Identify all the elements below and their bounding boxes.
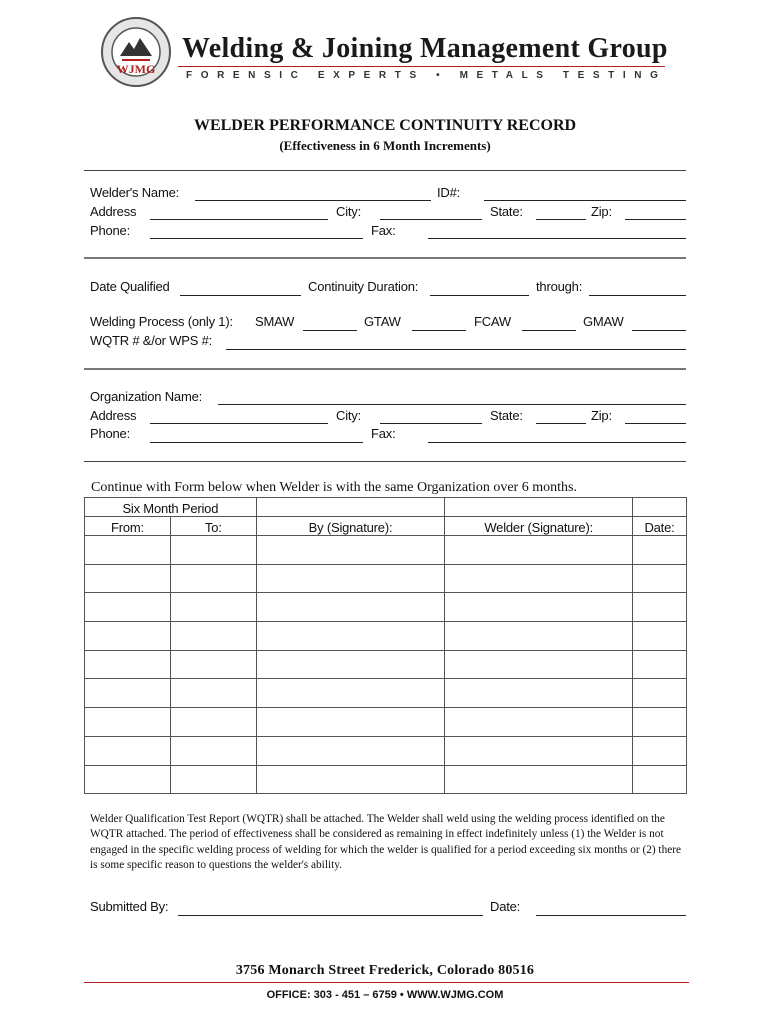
form-subtitle: (Effectiveness in 6 Month Increments)	[279, 138, 491, 153]
effectiveness-notes: Welder Qualification Test Report (WQTR) shall be attached. The Welder shall weld using the welding process identified on the WQTR attached. The period of effectiveness shall be considered as remaining in effect indefinitely unless (1) the Welder is not engaged in the specific welding process of welding for which the welder is qualified for a period exceeding six months or (2) there is some specific reason to questions the welder's ability.	[90, 813, 682, 871]
org-state-label: State:	[490, 408, 523, 423]
table-row	[85, 536, 687, 565]
cell-date[interactable]	[633, 622, 687, 651]
cell-to[interactable]	[170, 708, 256, 737]
zip-label: Zip:	[591, 204, 612, 219]
continuity-end-field[interactable]	[589, 295, 686, 296]
six-month-period-header: Six Month Period	[85, 498, 257, 517]
footer-contact: OFFICE: 303 - 451 – 6759 • WWW.WJMG.COM	[266, 989, 504, 1001]
cell-welder-signature[interactable]	[445, 679, 633, 708]
cell-from[interactable]	[85, 593, 171, 622]
column-header-date: Date:	[633, 517, 687, 536]
column-header-from: From:	[85, 517, 171, 536]
cell-by-signature[interactable]	[256, 765, 445, 794]
cell-date[interactable]	[633, 564, 687, 593]
org-address-label: Address	[90, 408, 137, 423]
cell-welder-signature[interactable]	[445, 564, 633, 593]
form-title: WELDER PERFORMANCE CONTINUITY RECORD	[193, 117, 577, 134]
cell-to[interactable]	[170, 622, 256, 651]
cell-from[interactable]	[85, 765, 171, 794]
company-logo	[100, 16, 172, 88]
cell-welder-signature[interactable]	[445, 536, 633, 565]
company-name: Welding & Joining Management Group	[182, 33, 668, 64]
cell-to[interactable]	[170, 564, 256, 593]
divider	[84, 368, 686, 370]
cell-from[interactable]	[85, 536, 171, 565]
welding-process-label: Welding Process (only 1):	[90, 314, 233, 329]
process-fcaw-label: FCAW	[474, 314, 511, 329]
header-spacer	[633, 498, 687, 517]
header-spacer	[256, 498, 445, 517]
date-qualified-field[interactable]	[180, 295, 301, 296]
cell-date[interactable]	[633, 679, 687, 708]
cell-by-signature[interactable]	[256, 679, 445, 708]
divider	[84, 257, 686, 259]
cell-from[interactable]	[85, 622, 171, 651]
organization-name-field[interactable]	[218, 404, 686, 405]
continuity-table	[84, 497, 687, 794]
process-gmaw-field[interactable]	[632, 330, 686, 331]
org-fax-field[interactable]	[428, 442, 686, 443]
column-header-by-signature: By (Signature):	[256, 517, 445, 536]
org-phone-field[interactable]	[150, 442, 363, 443]
cell-to[interactable]	[170, 650, 256, 679]
submission-date-label: Date:	[490, 899, 521, 914]
table-row	[85, 622, 687, 651]
phone-label: Phone:	[90, 223, 131, 238]
org-zip-label: Zip:	[591, 408, 612, 423]
continuation-intro: Continue with Form below when Welder is with the same Organization over 6 months.	[91, 480, 577, 495]
submitted-by-label: Submitted By:	[90, 899, 169, 914]
welder-name-label: Welder's Name:	[90, 185, 180, 200]
table-row	[85, 564, 687, 593]
header-accent-line	[178, 66, 665, 67]
date-qualified-label: Date Qualified	[90, 279, 170, 294]
process-smaw-field[interactable]	[303, 330, 357, 331]
cell-welder-signature[interactable]	[445, 650, 633, 679]
table-row	[85, 593, 687, 622]
logo-text: WJMG	[116, 62, 156, 76]
org-address-field[interactable]	[150, 423, 328, 424]
cell-date[interactable]	[633, 650, 687, 679]
cell-to[interactable]	[170, 536, 256, 565]
org-city-label: City:	[336, 408, 362, 423]
continuity-duration-label: Continuity Duration:	[308, 279, 419, 294]
wqtr-field[interactable]	[226, 349, 686, 350]
continuity-start-field[interactable]	[430, 295, 529, 296]
cell-from[interactable]	[85, 679, 171, 708]
fax-label: Fax:	[371, 223, 396, 238]
zip-field[interactable]	[625, 219, 686, 220]
column-header-welder-signature: Welder (Signature):	[445, 517, 633, 536]
footer-address: 3756 Monarch Street Frederick, Colorado 80516	[235, 963, 535, 978]
cell-from[interactable]	[85, 736, 171, 765]
cell-from[interactable]	[85, 564, 171, 593]
organization-name-label: Organization Name:	[90, 389, 203, 404]
divider	[84, 461, 686, 462]
cell-by-signature[interactable]	[256, 564, 445, 593]
process-gtaw-label: GTAW	[364, 314, 401, 329]
org-zip-field[interactable]	[625, 423, 686, 424]
cell-to[interactable]	[170, 679, 256, 708]
address-label: Address	[90, 204, 137, 219]
cell-welder-signature[interactable]	[445, 736, 633, 765]
address-field[interactable]	[150, 219, 328, 220]
cell-to[interactable]	[170, 736, 256, 765]
cell-by-signature[interactable]	[256, 536, 445, 565]
cell-by-signature[interactable]	[256, 622, 445, 651]
cell-welder-signature[interactable]	[445, 708, 633, 737]
through-label: through:	[536, 279, 583, 294]
cell-welder-signature[interactable]	[445, 765, 633, 794]
cell-date[interactable]	[633, 736, 687, 765]
cell-by-signature[interactable]	[256, 736, 445, 765]
company-tagline: FORENSIC EXPERTS • METALS TESTING	[186, 70, 667, 81]
city-field[interactable]	[380, 219, 482, 220]
table-row	[85, 765, 687, 794]
process-smaw-label: SMAW	[255, 314, 295, 329]
cell-date[interactable]	[633, 708, 687, 737]
id-label: ID#:	[437, 185, 461, 200]
cell-from[interactable]	[85, 708, 171, 737]
cell-date[interactable]	[633, 593, 687, 622]
cell-by-signature[interactable]	[256, 708, 445, 737]
table-row	[85, 736, 687, 765]
org-phone-label: Phone:	[90, 426, 131, 441]
wqtr-label: WQTR # &/or WPS #:	[90, 333, 213, 348]
table-row	[85, 679, 687, 708]
cell-to[interactable]	[170, 593, 256, 622]
id-field[interactable]	[484, 200, 686, 201]
org-city-field[interactable]	[380, 423, 482, 424]
state-field[interactable]	[536, 219, 586, 220]
column-header-to: To:	[170, 517, 256, 536]
cell-welder-signature[interactable]	[445, 593, 633, 622]
state-label: State:	[490, 204, 523, 219]
org-fax-label: Fax:	[371, 426, 396, 441]
cell-to[interactable]	[170, 765, 256, 794]
fax-field[interactable]	[428, 238, 686, 239]
cell-by-signature[interactable]	[256, 650, 445, 679]
process-gtaw-field[interactable]	[412, 330, 466, 331]
table-row	[85, 650, 687, 679]
cell-by-signature[interactable]	[256, 593, 445, 622]
welder-name-field[interactable]	[195, 200, 431, 201]
process-gmaw-label: GMAW	[583, 314, 624, 329]
cell-date[interactable]	[633, 536, 687, 565]
submitted-by-field[interactable]	[178, 915, 483, 916]
footer-accent-line	[84, 982, 689, 983]
cell-welder-signature[interactable]	[445, 622, 633, 651]
divider	[84, 170, 686, 171]
submission-date-field[interactable]	[536, 915, 686, 916]
process-fcaw-field[interactable]	[522, 330, 576, 331]
table-row	[85, 708, 687, 737]
city-label: City:	[336, 204, 362, 219]
cell-from[interactable]	[85, 650, 171, 679]
header-spacer	[445, 498, 633, 517]
phone-field[interactable]	[150, 238, 363, 239]
org-state-field[interactable]	[536, 423, 586, 424]
cell-date[interactable]	[633, 765, 687, 794]
